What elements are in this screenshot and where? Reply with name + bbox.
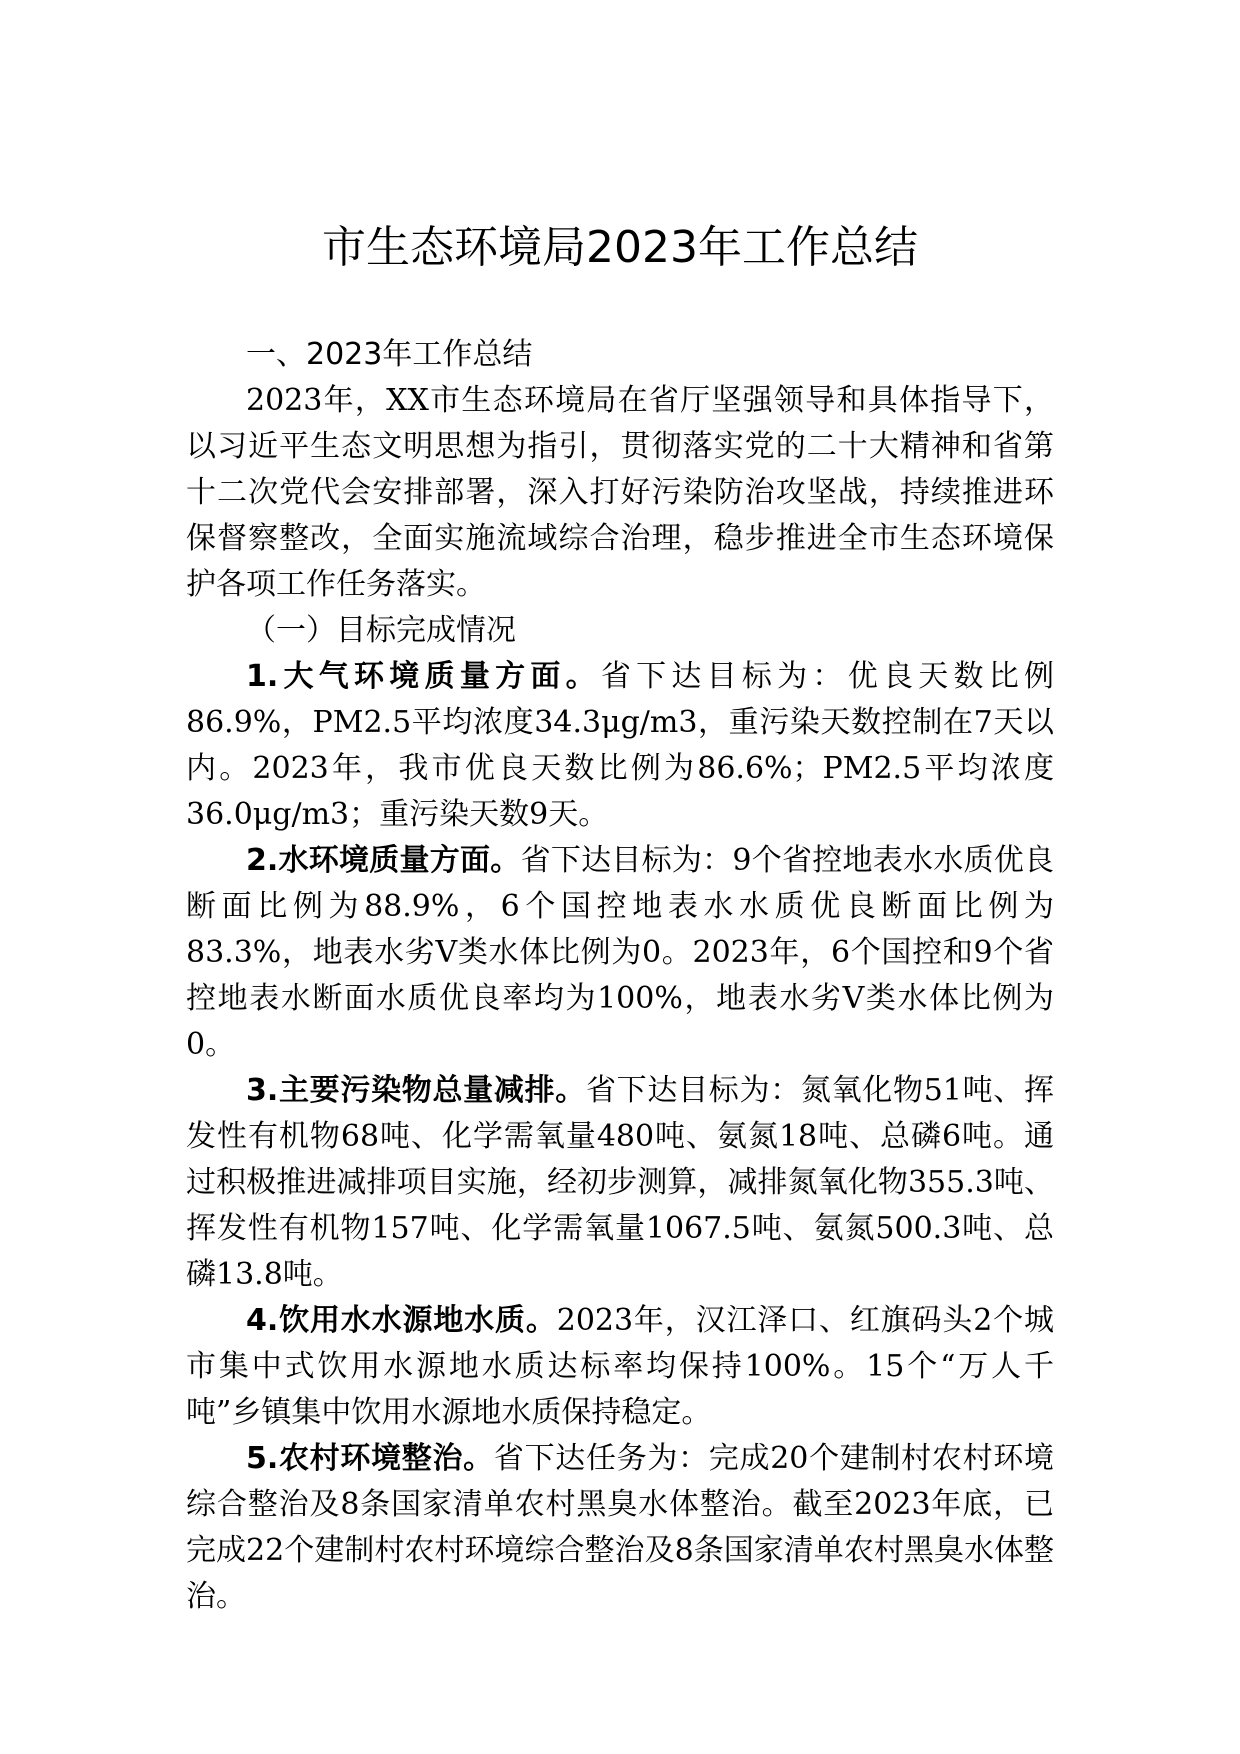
document-title: 市生态环境局2023年工作总结 bbox=[322, 222, 918, 273]
item-label: 4.饮用水水源地水质。 bbox=[246, 1303, 557, 1338]
item-text: 省下达目标为：9个省控地表水水质优良断面比例为88.9%，6个国控地表水水质优良断面比例为83.3%，地表水劣Ⅴ类水体比例为0。2023年，6个国控和9个省控地表水断面水质优良率均为100%，地表水劣Ⅴ类水体比例为0。 bbox=[186, 843, 1054, 1062]
item-text: 2023年，汉江泽口、红旗码头2个城市集中式饮用水源地水质达标率均保持100%。15个“万人千吨”乡镇集中饮用水源地水质保持稳定。 bbox=[186, 1303, 1054, 1430]
item-label: 3.主要污染物总量减排。 bbox=[246, 1073, 586, 1108]
intro-paragraph: 2023年，XX市生态环境局在省厅坚强领导和具体指导下，以习近平生态文明思想为指引，贯彻落实党的二十大精神和省第十二次党代会安排部署，深入打好污染防治攻坚战，持续推进环保督察整改，全面实施流域综合治理，稳步推进全市生态环境保护各项工作任务落实。 bbox=[186, 383, 1054, 602]
item-text: 省下达目标为：氮氧化物51吨、挥发性有机物68吨、化学需氧量480吨、氨氮18吨、总磷6吨。通过积极推进减排项目实施，经初步测算，减排氮氧化物355.3吨、挥发性有机物157吨、化学需氧量1067.5吨、氨氮500.3吨、总磷13.8吨。 bbox=[186, 1073, 1054, 1292]
section-heading: 一、2023年工作总结 bbox=[246, 337, 533, 372]
item-paragraph-emissions bbox=[186, 1068, 1054, 1298]
item-label: 1.大气环境质量方面。 bbox=[246, 659, 601, 694]
item-text: 省下达任务为：完成20个建制村农村环境综合整治及8条国家清单农村黑臭水体整治。截至2023年底，已完成22个建制村农村环境综合整治及8条国家清单农村黑臭水体整治。 bbox=[186, 1441, 1054, 1614]
item-text: 省下达目标为：优良天数比例86.9%，PM2.5平均浓度34.3μg/m3，重污染天数控制在7天以内。2023年，我市优良天数比例为86.6%；PM2.5平均浓度36.0μg/m3；重污染天数9天。 bbox=[186, 659, 1054, 832]
item-label: 5.农村环境整治。 bbox=[246, 1441, 494, 1476]
document-body bbox=[186, 332, 1054, 1620]
item-paragraph-water bbox=[186, 838, 1054, 1068]
item-paragraph-rural bbox=[186, 1436, 1054, 1620]
item-paragraph-air bbox=[186, 654, 1054, 838]
item-label: 2.水环境质量方面。 bbox=[246, 843, 521, 878]
sub-heading: （一）目标完成情况 bbox=[246, 613, 516, 648]
item-paragraph-drinking-water bbox=[186, 1298, 1054, 1436]
